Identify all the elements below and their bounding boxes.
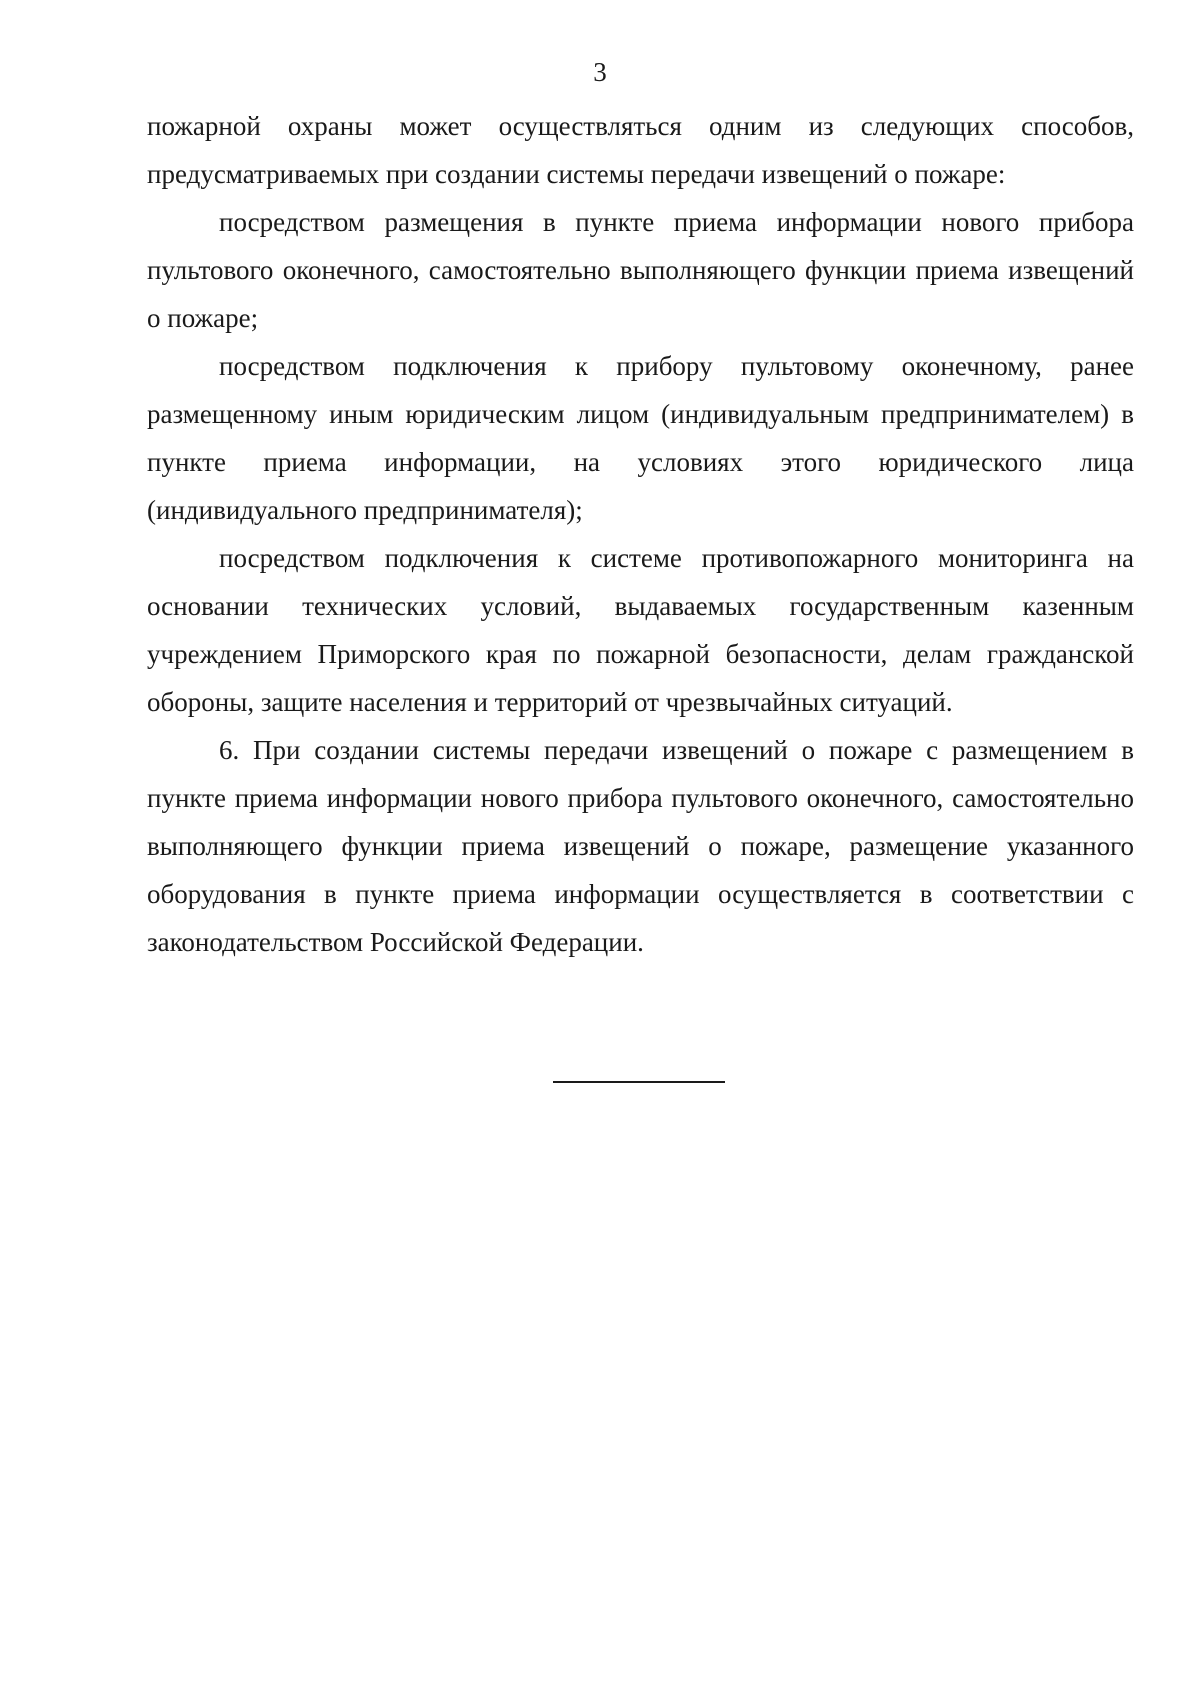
end-divider-line [553,1081,725,1083]
paragraph-item-6: 6. При создании системы передачи извещений о пожаре с размещением в пункте приема информации нового прибора пультового оконечного, самостоятельно выполняющего функции приема извещений о пожаре, размещение указанного оборудования в пункте приема информации осуществляется в соответствии с законодательством Российской Федерации. [147,735,1134,957]
page-number: 3 [593,57,607,87]
paragraph-method-monitoring-system: посредством подключения к системе противопожарного мониторинга на основании технических условий, выдаваемых государственным казенным учреждением Приморского края по пожарной безопасности, делам гражданской обороны, защите населения и территорий от чрезвычайных ситуаций. [147,543,1134,717]
paragraph-method-existing-device: посредством подключения к прибору пультовому оконечному, ранее размещенному иным юридическим лицом (индивидуальным предпринимателем) в пункте приема информации, на условиях этого юридического лица (индивидуального предпринимателя); [147,351,1134,525]
paragraph-continuation: пожарной охраны может осуществляться одним из следующих способов, предусматриваемых при создании системы передачи извещений о пожаре: [147,111,1134,189]
document-body [147,102,1134,966]
paragraph-method-new-device: посредством размещения в пункте приема информации нового прибора пультового оконечного, самостоятельно выполняющего функции приема извещений о пожаре; [147,207,1134,333]
